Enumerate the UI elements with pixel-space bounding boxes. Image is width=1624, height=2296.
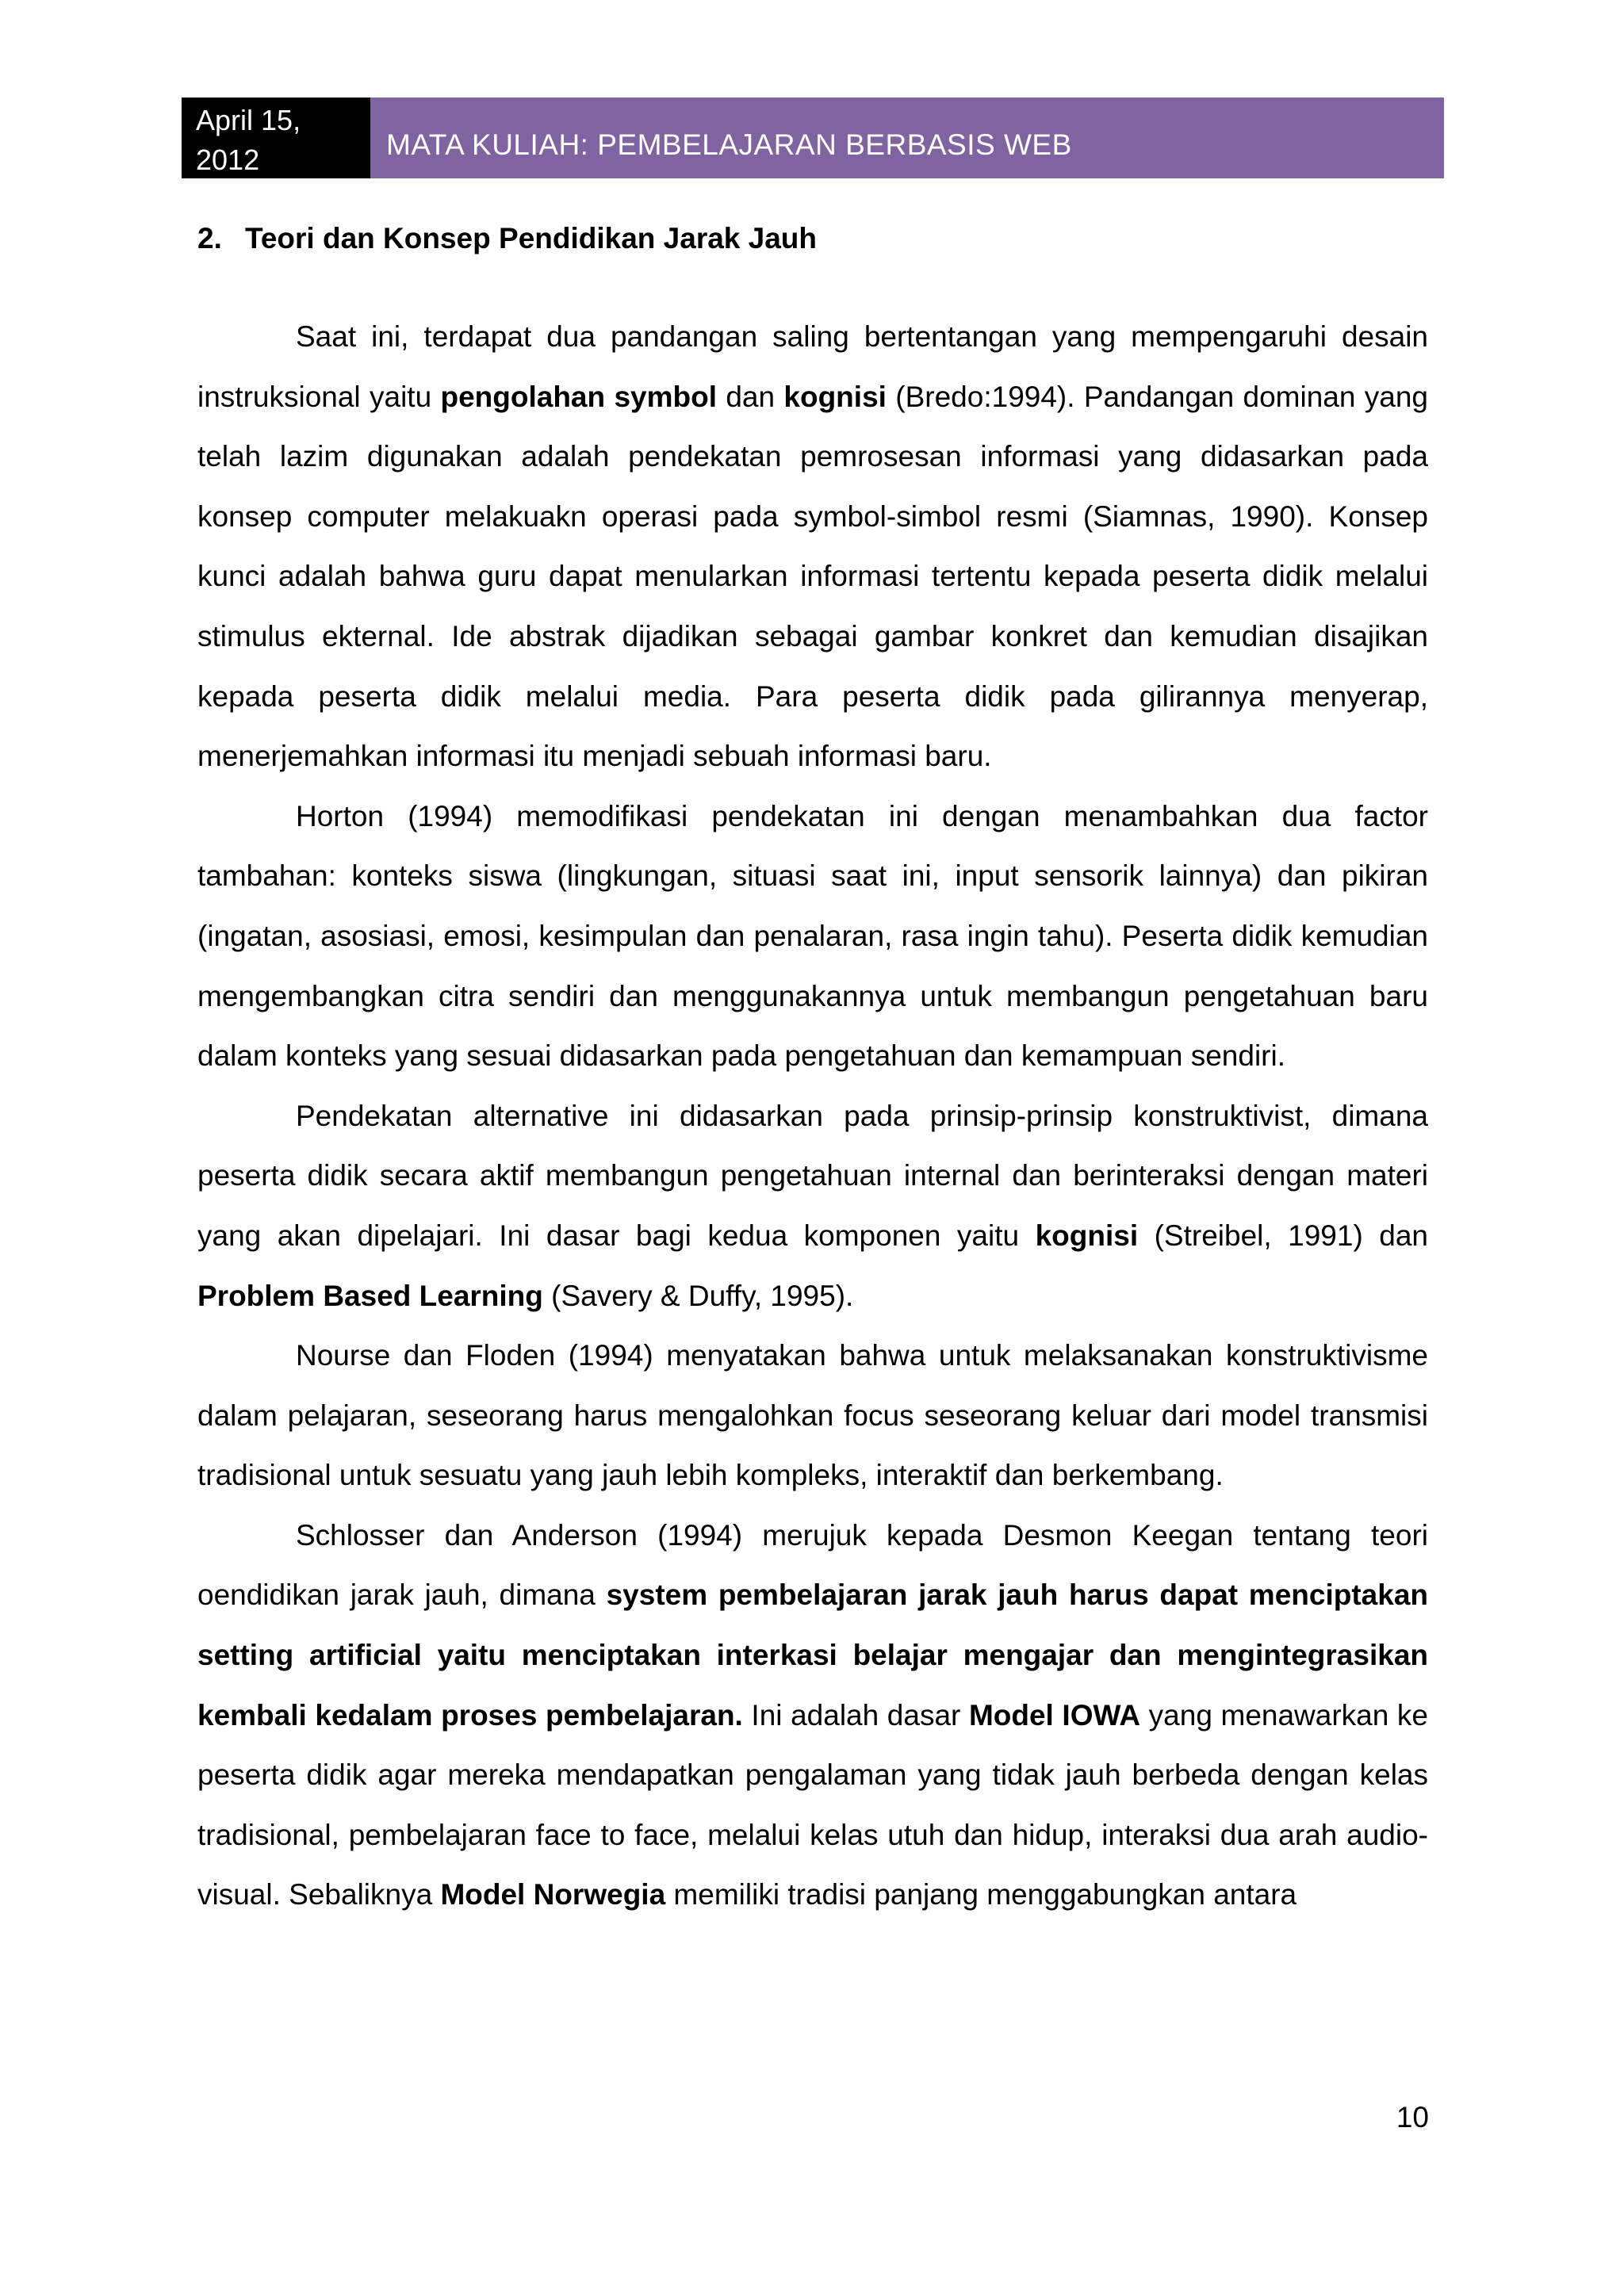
text-run: (Streibel, 1991) dan <box>1138 1219 1428 1252</box>
text-run: Horton (1994) memodifikasi pendekatan ini dengan menambahkan dua factor tambahan: konteks siswa (lingkungan, situasi saat ini, input sensorik lainnya) dan pikiran (ingatan, asosiasi, emosi, kesimpulan dan penalaran, rasa ingin tahu). Peserta didik kemudian mengembangkan citra sendiri dan menggunakannya untuk membangun pengetahuan baru dalam konteks yang sesuai didasarkan pada pengetahuan dan kemampuan sendiri. <box>197 799 1428 1073</box>
section-number: 2. <box>197 222 222 254</box>
paragraph <box>197 1326 1428 1506</box>
paragraph <box>197 786 1428 1086</box>
text-run: Ini adalah dasar <box>742 1698 969 1732</box>
text-run: memiliki tradisi panjang menggabungkan antara <box>665 1878 1297 1911</box>
bold-text: Problem Based Learning <box>197 1279 543 1312</box>
text-run: Pendekatan alternative ini didasarkan pada prinsip-prinsip konstruktivist, dimana peserta didik secara aktif membangun pengetahuan internal dan berinteraksi dengan materi yang akan dipelajari. Ini dasar bagi kedua komponen yaitu <box>197 1099 1428 1252</box>
bold-text: kognisi <box>1035 1219 1139 1252</box>
text-run: dan <box>716 380 784 413</box>
header-date: April 15, 2012 <box>182 98 370 178</box>
text-run: Saat ini, terdapat dua pandangan saling bertentangan yang mempengaruhi desain instruksional yaitu <box>197 320 1428 413</box>
text-run: (Bredo:1994). Pandangan dominan yang telah lazim digunakan adalah pendekatan pemrosesan informasi yang didasarkan pada konsep computer melakuakn operasi pada symbol-simbol resmi (Siamnas, 1990). Konsep kunci adalah bahwa guru dapat menularkan informasi tertentu kepada peserta didik melalui stimulus ekternal. Ide abstrak dijadikan sebagai gambar konkret dan kemudian disajikan kepada peserta didik melalui media. Para peserta didik pada gilirannya menyerap, menerjemahkan informasi itu menjadi sebuah informasi baru. <box>197 380 1429 773</box>
section-title: Teori dan Konsep Pendidikan Jarak Jauh <box>245 222 818 254</box>
page-header <box>182 98 1444 178</box>
text-run: Nourse dan Floden (1994) menyatakan bahwa untuk melaksanakan konstruktivisme dalam pelajaran, seseorang harus mengalohkan focus seseorang keluar dari model transmisi tradisional untuk sesuatu yang jauh lebih kompleks, interaktif dan berkembang. <box>197 1339 1428 1492</box>
body-text <box>197 307 1428 1925</box>
paragraph <box>197 307 1428 786</box>
paragraph <box>197 1506 1428 1925</box>
bold-text: pengolahan symbol <box>440 380 717 413</box>
section-heading <box>197 209 1428 269</box>
text-run: yang menawarkan ke peserta didik agar mereka mendapatkan pengalaman yang tidak jauh berbeda dengan kelas tradisional, pembelajaran face to face, melalui kelas utuh dan hidup, interaksi dua arah audio-visual. Sebaliknya <box>197 1698 1428 1911</box>
bold-text: kognisi <box>783 380 887 413</box>
text-run: Schlosser dan Anderson (1994) merujuk kepada Desmon Keegan tentang teori oendidikan jarak jauh, dimana <box>197 1518 1428 1612</box>
header-title: MATA KULIAH: PEMBELAJARAN BERBASIS WEB <box>370 98 1444 178</box>
page-content <box>197 209 1428 1925</box>
bold-text: system pembelajaran jarak jauh harus dapat menciptakan setting artificial yaitu menciptakan interkasi belajar mengajar dan mengintegrasikan kembali kedalam proses pembelajaran. <box>197 1578 1428 1732</box>
bold-text: Model Norwegia <box>440 1878 666 1911</box>
bold-text: Model IOWA <box>968 1698 1141 1732</box>
text-run: (Savery & Duffy, 1995). <box>542 1279 854 1312</box>
page-number: 10 <box>1396 2101 1429 2133</box>
paragraph <box>197 1086 1428 1326</box>
